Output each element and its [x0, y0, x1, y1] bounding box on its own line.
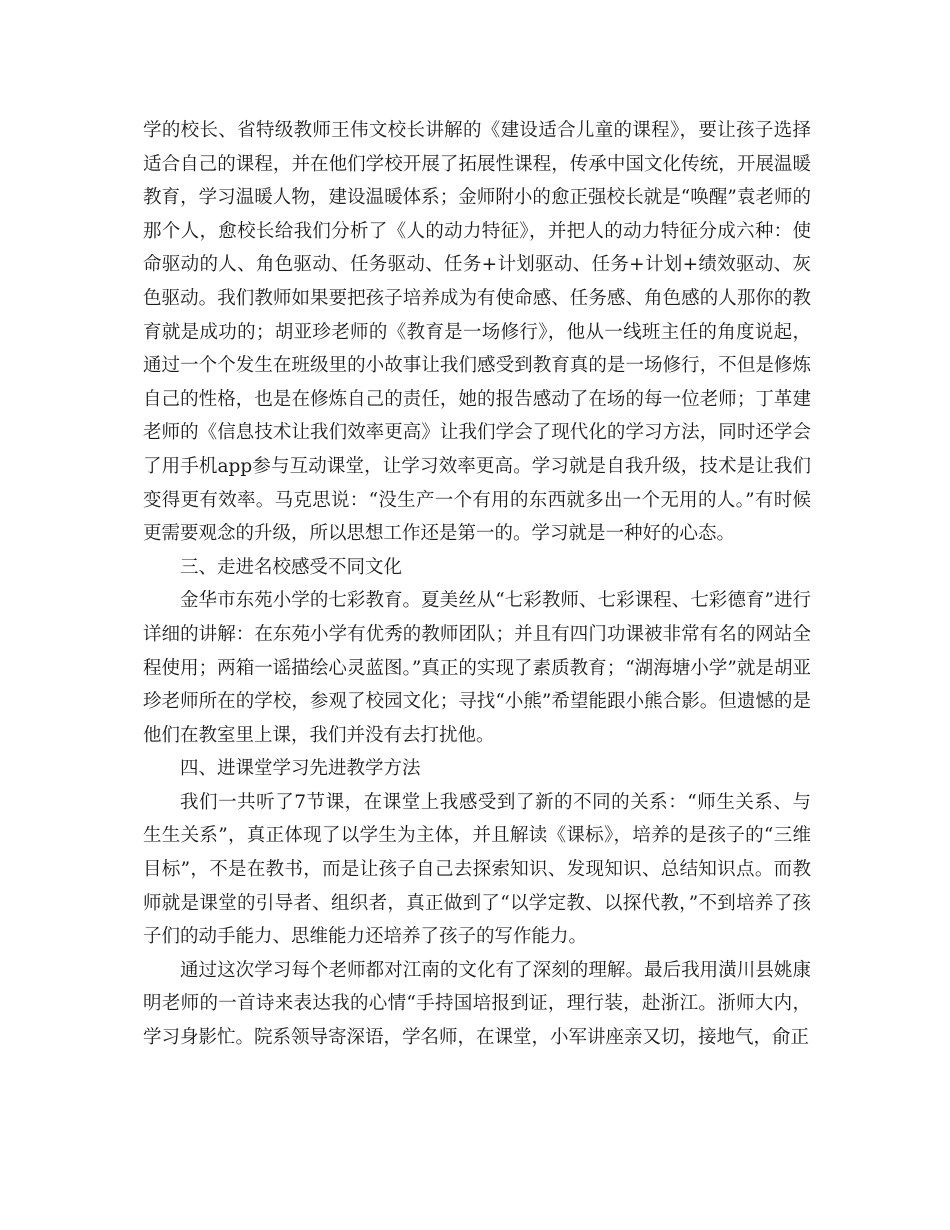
section-heading-3: 三、走进名校感受不同文化: [180, 556, 403, 578]
document-body: [143, 114, 811, 1055]
paragraph-speakers: 学的校长、省特级教师王伟文校长讲解的《建设适合儿童的课程》，要让孩子选择适合自己的课程，并在他们学校开展了拓展性课程，传承中国文化传统，开展温暖教育，学习温暖人物，建设温暖体系；金师附小的愈正强校长就是“唤醒”袁老师的那个人，愈校长给我们分析了《人的动力特征》，并把人的动力特征分成六种：使命驱动的人、角色驱动、任务驱动、任务+计划驱动、任务+计划+绩效驱动、灰色驱动。我们教师如果要把孩子培养成为有使命感、任务感、角色感的人那你的教育就是成功的；胡亚珍老师的《教育是一场修行》，他从一线班主任的角度说起，通过一个个发生在班级里的小故事让我们感受到教育真的是一场修行，不但是修炼自己的性格，也是在修炼自己的责任，她的报告感动了在场的每一位老师；丁革建老师的《信息技术让我们效率更高》让我们学会了现代化的学习方法，同时还学会了用手机app参与互动课堂，让学习效率更高。学习就是自我升级，技术是让我们变得更有效率。马克思说：“没生产一个有用的东西就多出一个无用的人。”有时候更需要观念的升级，所以思想工作还是第一的。学习就是一种好的心态。: [143, 120, 811, 545]
paragraph-schools: 金华市东苑小学的七彩教育。夏美丝从“七彩教师、七彩课程、七彩德育”进行详细的讲解：在东苑小学有优秀的教师团队；并且有四门功课被非常有名的网站全程使用；两箱一谣描绘心灵蓝图。”真正的实现了素质教育；“湖海塘小学”就是胡亚珍老师所在的学校，参观了校园文化；寻找“小熊”希望能跟小熊合影。但遗憾的是他们在教室里上课，我们并没有去打扰他。: [143, 590, 811, 746]
paragraph-conclusion: 通过这次学习每个老师都对江南的文化有了深刻的理解。最后我用潢川县姚康明老师的一首诗来表达我的心情“手持国培报到证，理行装，赴浙江。浙师大内，学习身影忙。院系领导寄深语，学名师，在课堂，小军讲座亲又切，接地气，俞正: [143, 959, 811, 1049]
section-heading-4: 四、进课堂学习先进教学方法: [180, 758, 421, 780]
paragraph-classroom: 我们一共听了7节课，在课堂上我感受到了新的不同的关系：“师生关系、与生生关系”，真正体现了以学生为主体，并且解读《课标》，培养的是孩子的“三维目标”，不是在教书，而是让孩子自己去探索知识、发现知识、总结知识点。而教师就是课堂的引导者、组织者，真正做到了“以学定教、以探代教，”不到培养了孩子们的动手能力、思维能力还培养了孩子的写作能力。: [143, 791, 811, 948]
